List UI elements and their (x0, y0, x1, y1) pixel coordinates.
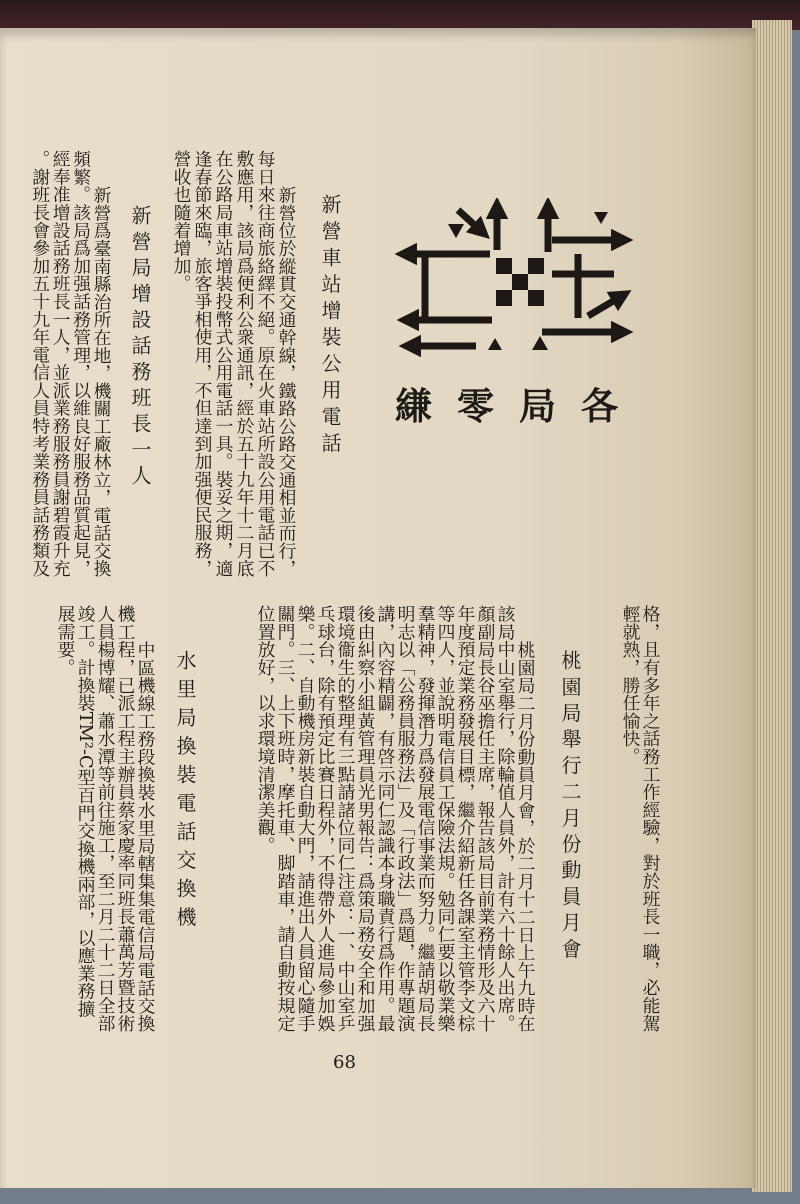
text-line: 敷應用，該局爲便利公衆通訊，經於五十九年十二月底 (234, 150, 255, 577)
text-line: 該局中山室舉行，除輪值人員外，計有六十餘人出席。 (495, 605, 516, 1032)
section-title: 各局零縑 (395, 384, 643, 428)
text-line: 乓球台，除有預定比賽日程外，不得帶外人進局參加娛 (315, 605, 336, 1032)
text-line: 每日來往商旅絡繹不絕。原在火車站所設公用電話已不 (255, 150, 276, 577)
text-line: 年度預定業務發展目標，繼介紹新任各課室主管李文棕 (455, 605, 476, 1032)
text-line: 營收也隨着增加。 (171, 150, 192, 293)
text-line: 等四人，並說明電信員工保險法規。勉同仁要以敬業樂 (435, 605, 456, 1032)
emblem-triangle (532, 336, 548, 350)
article-body-continued (620, 605, 660, 1045)
text-line: 經奉准增設話務班長一人，並派業務服務員謝碧霞升充 (50, 150, 72, 577)
book-cover-top-edge (0, 0, 800, 30)
text-line: 羣精神，發揮潛力爲發展電信事業而努力。繼請胡局長 (415, 605, 436, 1032)
article-body (255, 605, 535, 1045)
emblem-checker-square (496, 258, 512, 274)
text-line: 新營爲臺南縣治所在地，機關工廠林立，電話交換 (91, 185, 112, 577)
text-line: 講，內容精闢，有啓示同仁認識本身職責行爲作用。最 (375, 605, 396, 1032)
text-line: 格，且有多年之話務工作經驗，對於班長一職，必能駕 (640, 605, 661, 1032)
emblem-checker-square (528, 290, 544, 306)
text-line: 桃園局二月份動員月會，於二月十二日上午九時在 (515, 640, 536, 1032)
emblem-triangle (594, 212, 608, 224)
text-line: 輕就熟，勝任愉快。 (620, 605, 641, 766)
text-line: 展需要。 (55, 605, 76, 677)
article-body (171, 150, 297, 590)
text-line: 位置放好，以求環境清潔美觀。 (255, 605, 276, 855)
article-heading: 水里局換裝電話交換機 (173, 650, 197, 935)
emblem-checker-square (528, 258, 544, 274)
emblem-checker-square (512, 274, 528, 290)
emblem-triangle (448, 224, 464, 238)
article-heading: 桃園局舉行二月份動員月會 (558, 650, 582, 965)
article-heading: 新營車站增裝公用電話 (318, 194, 342, 459)
article-body (29, 150, 111, 590)
page-stack-edge (752, 20, 792, 1192)
text-line: 關門。三、上下班時，摩托車、脚踏車，請自動按規定 (275, 605, 296, 1032)
text-line: 。謝班長會參加五十九年電信人員特考業務員話務類及 (29, 150, 51, 577)
emblem-arrow (588, 297, 620, 316)
text-line: 中區機線工務段換裝水里局轄集集電信局電話交換 (135, 640, 156, 1032)
arrows-emblem-icon (392, 198, 637, 363)
text-line: 頻繁。該局爲加强話務管理，以維良好服務品質起見， (70, 150, 92, 577)
article-heading: 新營局增設話務班長一人 (128, 205, 152, 491)
text-line: 顏副局長谷巫擔任主席，報告該局目前業務情形及六十 (475, 605, 496, 1032)
text-line: 後由糾察小組黃管理員光男報告：爲策局務安全和加强 (355, 605, 376, 1032)
emblem-checker-square (496, 290, 512, 306)
text-line: 明志以「公務員服務法」及「行政法」爲題，作專題演 (395, 605, 416, 1032)
text-line: 環境衞生的整理有三點請諸位同仁注意：一、中山室乒 (335, 605, 356, 1032)
text-line: 竣工。計換裝TM²-C型百門交換機兩部，以應業務擴 (75, 605, 96, 1018)
article-body (55, 605, 155, 1045)
text-line: 逢春節來臨，旅客爭相使用，不但達到加强便民服務， (192, 150, 213, 577)
text-line: 機工程，已派工程主辦員蔡家慶率同班長蕭萬芳暨技術 (115, 605, 136, 1032)
emblem-triangle (488, 338, 502, 350)
text-line: 人員楊博耀、蕭水潭等前往施工，至二月二十二日全部 (95, 605, 116, 1032)
text-line: 樂。二、自動機房新裝自動大門，請進出人員留心隨手 (295, 605, 316, 1032)
text-line: 新營位於縱貫交通幹線，鐵路公路交通相並而行， (276, 185, 297, 577)
page-number: 68 (333, 1052, 356, 1073)
text-line: 在公路局車站增裝投幣式公用電話一具。裝妥之期，適 (213, 150, 234, 577)
